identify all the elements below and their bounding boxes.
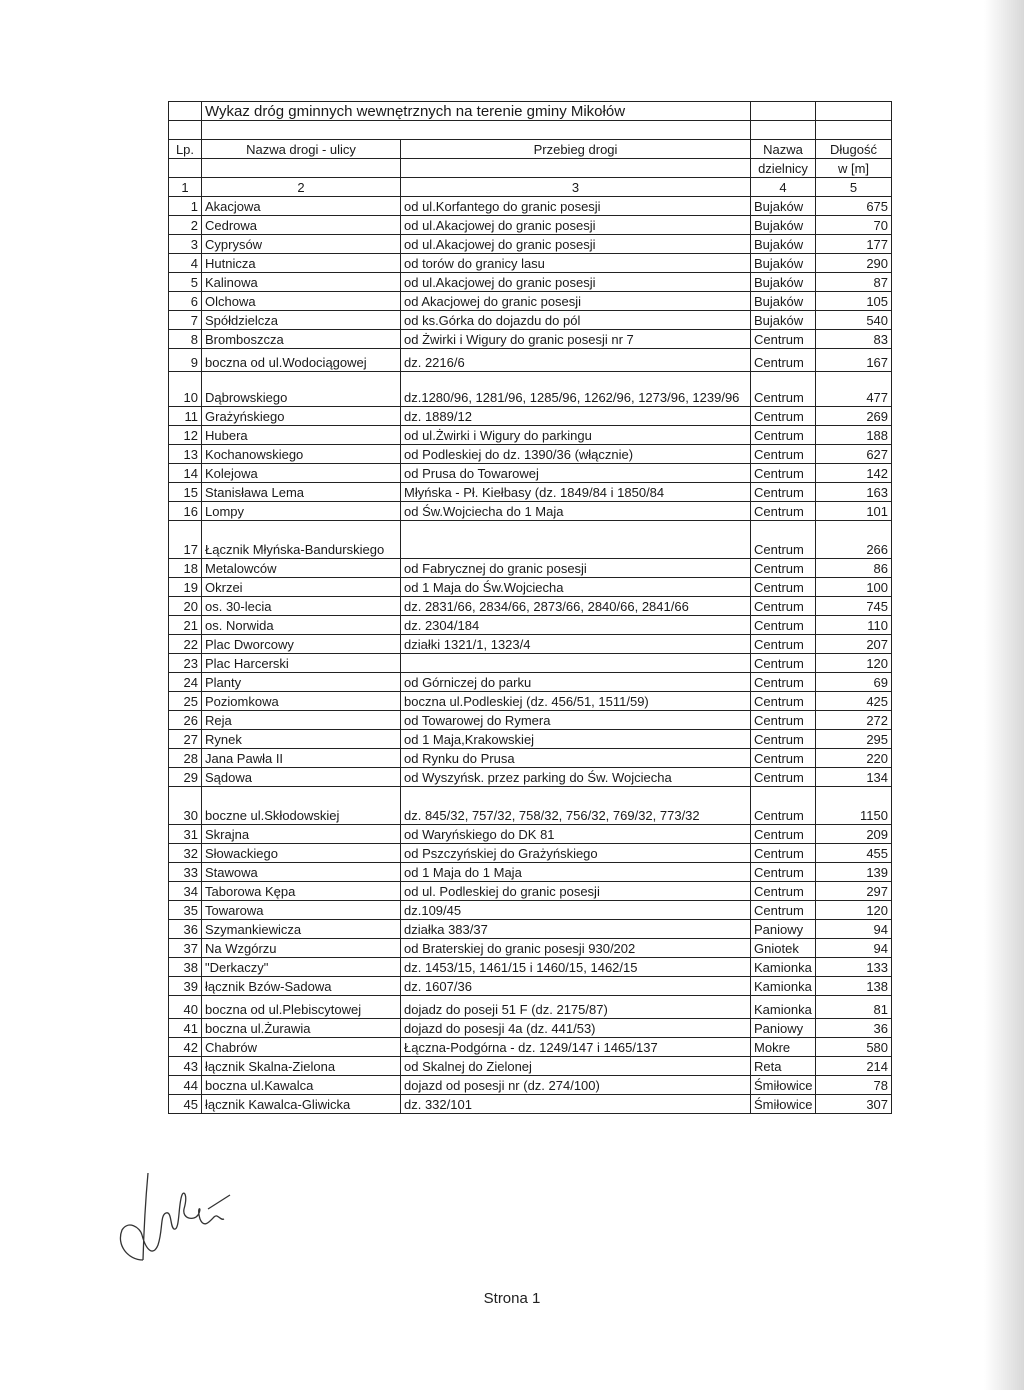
table-row — [169, 407, 892, 426]
row-lp: 3 — [169, 235, 202, 254]
row-length: 120 — [816, 654, 892, 673]
row-length: 105 — [816, 292, 892, 311]
row-lp: 11 — [169, 407, 202, 426]
row-lp: 36 — [169, 920, 202, 939]
row-length: 100 — [816, 578, 892, 597]
row-route: boczna ul.Podleskiej (dz. 456/51, 1511/59) — [401, 692, 751, 711]
table-row — [169, 711, 892, 730]
row-district: Bujaków — [751, 273, 816, 292]
table-row — [169, 901, 892, 920]
row-lp: 28 — [169, 749, 202, 768]
table-row — [169, 844, 892, 863]
row-route: od Górniczej do parku — [401, 673, 751, 692]
row-lp: 12 — [169, 426, 202, 445]
row-length: 94 — [816, 920, 892, 939]
row-route — [401, 654, 751, 673]
table-row — [169, 372, 892, 407]
table-row — [169, 197, 892, 216]
row-length: 1150 — [816, 787, 892, 825]
row-length: 675 — [816, 197, 892, 216]
row-lp: 32 — [169, 844, 202, 863]
row-district: Centrum — [751, 825, 816, 844]
row-road-name: Rynek — [202, 730, 401, 749]
table-row — [169, 635, 892, 654]
row-route: od ul.Akacjowej do granic posesji — [401, 273, 751, 292]
row-length: 269 — [816, 407, 892, 426]
row-lp: 42 — [169, 1038, 202, 1057]
row-length: 87 — [816, 273, 892, 292]
row-district: Centrum — [751, 654, 816, 673]
row-route: od 1 Maja do 1 Maja — [401, 863, 751, 882]
row-road-name: Dąbrowskiego — [202, 372, 401, 407]
row-lp: 9 — [169, 349, 202, 372]
table-row — [169, 996, 892, 1019]
row-district: Bujaków — [751, 216, 816, 235]
table-row — [169, 863, 892, 882]
table-row — [169, 673, 892, 692]
row-length: 297 — [816, 882, 892, 901]
spacer-row — [169, 121, 892, 140]
row-road-name: boczna ul.Kawalca — [202, 1076, 401, 1095]
row-route: Łączna-Podgórna - dz. 1249/147 i 1465/137 — [401, 1038, 751, 1057]
table-row — [169, 235, 892, 254]
row-route: od Prusa do Towarowej — [401, 464, 751, 483]
row-lp: 33 — [169, 863, 202, 882]
row-route: od Waryńskiego do DK 81 — [401, 825, 751, 844]
header-name: Nazwa drogi - ulicy — [202, 140, 401, 159]
row-length: 167 — [816, 349, 892, 372]
row-district: Centrum — [751, 445, 816, 464]
row-lp: 19 — [169, 578, 202, 597]
row-road-name: Kochanowskiego — [202, 445, 401, 464]
row-road-name: Kalinowa — [202, 273, 401, 292]
row-route: od 1 Maja,Krakowskiej — [401, 730, 751, 749]
row-lp: 25 — [169, 692, 202, 711]
row-length: 94 — [816, 939, 892, 958]
row-route: dz. 1453/15, 1461/15 i 1460/15, 1462/15 — [401, 958, 751, 977]
row-road-name: Łącznik Młyńska-Bandurskiego — [202, 521, 401, 559]
row-route: dz. 845/32, 757/32, 758/32, 756/32, 769/32, 773/32 — [401, 787, 751, 825]
row-district: Centrum — [751, 768, 816, 787]
row-route: Młyńska - Pł. Kiełbasy (dz. 1849/84 i 1850/84 — [401, 483, 751, 502]
row-district: Centrum — [751, 426, 816, 445]
row-route: od Akacjowej do granic posesji — [401, 292, 751, 311]
table-row — [169, 273, 892, 292]
row-lp: 7 — [169, 311, 202, 330]
table-row — [169, 1057, 892, 1076]
row-lp: 29 — [169, 768, 202, 787]
table-row — [169, 578, 892, 597]
table-row — [169, 977, 892, 996]
row-length: 138 — [816, 977, 892, 996]
row-road-name: Hutnicza — [202, 254, 401, 273]
row-lp: 20 — [169, 597, 202, 616]
row-road-name: boczna ul.Żurawia — [202, 1019, 401, 1038]
row-district: Kamionka — [751, 977, 816, 996]
row-road-name: Poziomkowa — [202, 692, 401, 711]
row-district: Paniowy — [751, 920, 816, 939]
table-row — [169, 292, 892, 311]
row-length: 81 — [816, 996, 892, 1019]
row-route: dz.109/45 — [401, 901, 751, 920]
row-lp: 5 — [169, 273, 202, 292]
row-road-name: Cyprysów — [202, 235, 401, 254]
row-lp: 30 — [169, 787, 202, 825]
table-row — [169, 1038, 892, 1057]
table-row — [169, 216, 892, 235]
row-length: 295 — [816, 730, 892, 749]
row-length: 477 — [816, 372, 892, 407]
row-length: 83 — [816, 330, 892, 349]
row-road-name: Chabrów — [202, 1038, 401, 1057]
col-number: 3 — [401, 178, 751, 197]
row-road-name: Plac Dworcowy — [202, 635, 401, 654]
row-district: Centrum — [751, 749, 816, 768]
row-road-name: Reja — [202, 711, 401, 730]
row-road-name: Skrajna — [202, 825, 401, 844]
row-district: Kamionka — [751, 958, 816, 977]
row-road-name: boczna od ul.Plebiscytowej — [202, 996, 401, 1019]
row-length: 272 — [816, 711, 892, 730]
table-row — [169, 502, 892, 521]
row-lp: 43 — [169, 1057, 202, 1076]
row-road-name: Jana Pawła II — [202, 749, 401, 768]
scan-edge-shadow — [984, 0, 1024, 1390]
header-route: Przebieg drogi — [401, 140, 751, 159]
table-row — [169, 787, 892, 825]
row-district: Centrum — [751, 464, 816, 483]
header-lp: Lp. — [169, 140, 202, 159]
row-lp: 24 — [169, 673, 202, 692]
row-route: od Braterskiej do granic posesji 930/202 — [401, 939, 751, 958]
row-length: 207 — [816, 635, 892, 654]
row-district: Bujaków — [751, 311, 816, 330]
table-row — [169, 254, 892, 273]
row-district: Bujaków — [751, 235, 816, 254]
row-district: Centrum — [751, 483, 816, 502]
table-row — [169, 349, 892, 372]
row-route: działka 383/37 — [401, 920, 751, 939]
row-district: Centrum — [751, 882, 816, 901]
row-lp: 21 — [169, 616, 202, 635]
row-lp: 37 — [169, 939, 202, 958]
row-length: 134 — [816, 768, 892, 787]
row-route: dz. 1889/12 — [401, 407, 751, 426]
row-road-name: Planty — [202, 673, 401, 692]
row-length: 425 — [816, 692, 892, 711]
row-road-name: Okrzei — [202, 578, 401, 597]
row-district: Bujaków — [751, 254, 816, 273]
row-district: Centrum — [751, 597, 816, 616]
row-road-name: Kolejowa — [202, 464, 401, 483]
row-lp: 2 — [169, 216, 202, 235]
row-lp: 44 — [169, 1076, 202, 1095]
row-length: 133 — [816, 958, 892, 977]
row-road-name: os. Norwida — [202, 616, 401, 635]
col-number: 5 — [816, 178, 892, 197]
row-route: dojadz do poseji 51 F (dz. 2175/87) — [401, 996, 751, 1019]
row-district: Centrum — [751, 578, 816, 597]
row-road-name: Stanisława Lema — [202, 483, 401, 502]
row-district: Śmiłowice — [751, 1076, 816, 1095]
table-row — [169, 692, 892, 711]
row-length: 78 — [816, 1076, 892, 1095]
table-row — [169, 1019, 892, 1038]
row-route: od Żwirki i Wigury do granic posesji nr 7 — [401, 330, 751, 349]
row-district: Gniotek — [751, 939, 816, 958]
row-length: 188 — [816, 426, 892, 445]
row-district: Centrum — [751, 559, 816, 578]
row-district: Centrum — [751, 673, 816, 692]
table-row — [169, 825, 892, 844]
row-route: od torów do granicy lasu — [401, 254, 751, 273]
row-district: Centrum — [751, 502, 816, 521]
row-district: Centrum — [751, 730, 816, 749]
page-number: Strona 1 — [483, 1290, 541, 1307]
row-district: Reta — [751, 1057, 816, 1076]
document-title: Wykaz dróg gminnych wewnętrznych na terenie gminy Mikołów — [202, 102, 751, 121]
row-lp: 8 — [169, 330, 202, 349]
row-route: dz.1280/96, 1281/96, 1285/96, 1262/96, 1273/96, 1239/96 — [401, 372, 751, 407]
row-lp: 35 — [169, 901, 202, 920]
row-route: od ul.Żwirki i Wigury do parkingu — [401, 426, 751, 445]
row-route: od Towarowej do Rymera — [401, 711, 751, 730]
row-length: 455 — [816, 844, 892, 863]
row-district: Centrum — [751, 330, 816, 349]
row-road-name: Na Wzgórzu — [202, 939, 401, 958]
row-length: 540 — [816, 311, 892, 330]
row-length: 36 — [816, 1019, 892, 1038]
row-route: dz. 2304/184 — [401, 616, 751, 635]
row-lp: 39 — [169, 977, 202, 996]
row-road-name: os. 30-lecia — [202, 597, 401, 616]
row-length: 214 — [816, 1057, 892, 1076]
row-route: dojazd od posesji nr (dz. 274/100) — [401, 1076, 751, 1095]
row-lp: 34 — [169, 882, 202, 901]
table-row — [169, 654, 892, 673]
table-row — [169, 445, 892, 464]
table-row — [169, 597, 892, 616]
header-district: Nazwa — [751, 140, 816, 159]
row-route: od ul.Akacjowej do granic posesji — [401, 216, 751, 235]
row-length: 70 — [816, 216, 892, 235]
row-lp: 1 — [169, 197, 202, 216]
col-number: 2 — [202, 178, 401, 197]
header-district-2: dzielnicy — [751, 159, 816, 178]
title-row — [169, 102, 892, 121]
row-lp: 4 — [169, 254, 202, 273]
row-lp: 38 — [169, 958, 202, 977]
table-row — [169, 330, 892, 349]
row-lp: 41 — [169, 1019, 202, 1038]
table-row — [169, 939, 892, 958]
row-district: Śmiłowice — [751, 1095, 816, 1114]
header-row-2 — [169, 159, 892, 178]
table-row — [169, 730, 892, 749]
row-lp: 22 — [169, 635, 202, 654]
row-district: Centrum — [751, 635, 816, 654]
row-road-name: Cedrowa — [202, 216, 401, 235]
table-row — [169, 521, 892, 559]
row-length: 139 — [816, 863, 892, 882]
row-road-name: Szymankiewicza — [202, 920, 401, 939]
row-district: Centrum — [751, 372, 816, 407]
row-road-name: Lompy — [202, 502, 401, 521]
row-lp: 31 — [169, 825, 202, 844]
row-road-name: Sądowa — [202, 768, 401, 787]
roads-table — [168, 101, 892, 1114]
row-road-name: Taborowa Kępa — [202, 882, 401, 901]
row-district: Bujaków — [751, 292, 816, 311]
row-road-name: Metalowców — [202, 559, 401, 578]
row-road-name: Towarowa — [202, 901, 401, 920]
row-route: od 1 Maja do Św.Wojciecha — [401, 578, 751, 597]
row-road-name: łącznik Skalna-Zielona — [202, 1057, 401, 1076]
row-length: 101 — [816, 502, 892, 521]
row-road-name: "Derkaczy" — [202, 958, 401, 977]
row-length: 220 — [816, 749, 892, 768]
row-road-name: łącznik Kawalca-Gliwicka — [202, 1095, 401, 1114]
row-length: 177 — [816, 235, 892, 254]
row-lp: 6 — [169, 292, 202, 311]
row-length: 627 — [816, 445, 892, 464]
row-lp: 40 — [169, 996, 202, 1019]
col-number: 1 — [169, 178, 202, 197]
row-district: Centrum — [751, 711, 816, 730]
row-route: od Fabrycznej do granic posesji — [401, 559, 751, 578]
row-length: 290 — [816, 254, 892, 273]
row-district: Centrum — [751, 349, 816, 372]
row-length: 110 — [816, 616, 892, 635]
row-district: Centrum — [751, 692, 816, 711]
row-length: 163 — [816, 483, 892, 502]
row-length: 307 — [816, 1095, 892, 1114]
row-district: Centrum — [751, 521, 816, 559]
row-route: od Wyszyńsk. przez parking do Św. Wojciecha — [401, 768, 751, 787]
row-route: od Św.Wojciecha do 1 Maja — [401, 502, 751, 521]
row-lp: 18 — [169, 559, 202, 578]
col-number: 4 — [751, 178, 816, 197]
row-district: Centrum — [751, 901, 816, 920]
table-row — [169, 483, 892, 502]
row-route: dojazd do posesji 4a (dz. 441/53) — [401, 1019, 751, 1038]
row-road-name: Plac Harcerski — [202, 654, 401, 673]
row-length: 209 — [816, 825, 892, 844]
table-row — [169, 616, 892, 635]
row-route: od Podleskiej do dz. 1390/36 (włącznie) — [401, 445, 751, 464]
row-length: 142 — [816, 464, 892, 483]
row-lp: 45 — [169, 1095, 202, 1114]
row-lp: 16 — [169, 502, 202, 521]
table-row — [169, 920, 892, 939]
row-road-name: Bromboszcza — [202, 330, 401, 349]
table-row — [169, 1095, 892, 1114]
row-lp: 17 — [169, 521, 202, 559]
row-district: Bujaków — [751, 197, 816, 216]
row-route: dz. 332/101 — [401, 1095, 751, 1114]
row-route: od ks.Górka do dojazdu do pól — [401, 311, 751, 330]
row-length: 69 — [816, 673, 892, 692]
row-road-name: Olchowa — [202, 292, 401, 311]
row-road-name: Spółdzielcza — [202, 311, 401, 330]
row-route: dz. 2831/66, 2834/66, 2873/66, 2840/66, 2841/66 — [401, 597, 751, 616]
row-road-name: boczna od ul.Wodociągowej — [202, 349, 401, 372]
row-road-name: boczne ul.Skłodowskiej — [202, 787, 401, 825]
row-lp: 26 — [169, 711, 202, 730]
table-row — [169, 768, 892, 787]
row-road-name: Słowackiego — [202, 844, 401, 863]
row-road-name: Akacjowa — [202, 197, 401, 216]
row-length: 580 — [816, 1038, 892, 1057]
row-route: działki 1321/1, 1323/4 — [401, 635, 751, 654]
row-district: Paniowy — [751, 1019, 816, 1038]
column-number-row — [169, 178, 892, 197]
row-district: Centrum — [751, 787, 816, 825]
row-lp: 14 — [169, 464, 202, 483]
row-route: dz. 2216/6 — [401, 349, 751, 372]
row-route: od ul.Korfantego do granic posesji — [401, 197, 751, 216]
header-length: Długość — [816, 140, 892, 159]
row-route: od Skalnej do Zielonej — [401, 1057, 751, 1076]
row-lp: 27 — [169, 730, 202, 749]
table-row — [169, 749, 892, 768]
row-length: 745 — [816, 597, 892, 616]
table-row — [169, 426, 892, 445]
row-route: od Pszczyńskiej do Grażyńskiego — [401, 844, 751, 863]
row-route: dz. 1607/36 — [401, 977, 751, 996]
row-district: Mokre — [751, 1038, 816, 1057]
table-row — [169, 311, 892, 330]
table-row — [169, 882, 892, 901]
row-district: Kamionka — [751, 996, 816, 1019]
row-district: Centrum — [751, 407, 816, 426]
table-row — [169, 559, 892, 578]
row-route: od ul.Akacjowej do granic posesji — [401, 235, 751, 254]
row-length: 266 — [816, 521, 892, 559]
row-road-name: Grażyńskiego — [202, 407, 401, 426]
row-length: 86 — [816, 559, 892, 578]
table-row — [169, 464, 892, 483]
row-route — [401, 521, 751, 559]
row-district: Centrum — [751, 863, 816, 882]
row-length: 120 — [816, 901, 892, 920]
row-district: Centrum — [751, 844, 816, 863]
row-road-name: Hubera — [202, 426, 401, 445]
row-road-name: Stawowa — [202, 863, 401, 882]
row-route: od Rynku do Prusa — [401, 749, 751, 768]
header-row-1 — [169, 140, 892, 159]
row-road-name: łącznik Bzów-Sadowa — [202, 977, 401, 996]
table-row — [169, 1076, 892, 1095]
row-lp: 23 — [169, 654, 202, 673]
row-lp: 10 — [169, 372, 202, 407]
row-lp: 15 — [169, 483, 202, 502]
signature — [108, 1165, 258, 1275]
row-district: Centrum — [751, 616, 816, 635]
row-route: od ul. Podleskiej do granic posesji — [401, 882, 751, 901]
header-length-2: w [m] — [816, 159, 892, 178]
table-row — [169, 958, 892, 977]
row-lp: 13 — [169, 445, 202, 464]
